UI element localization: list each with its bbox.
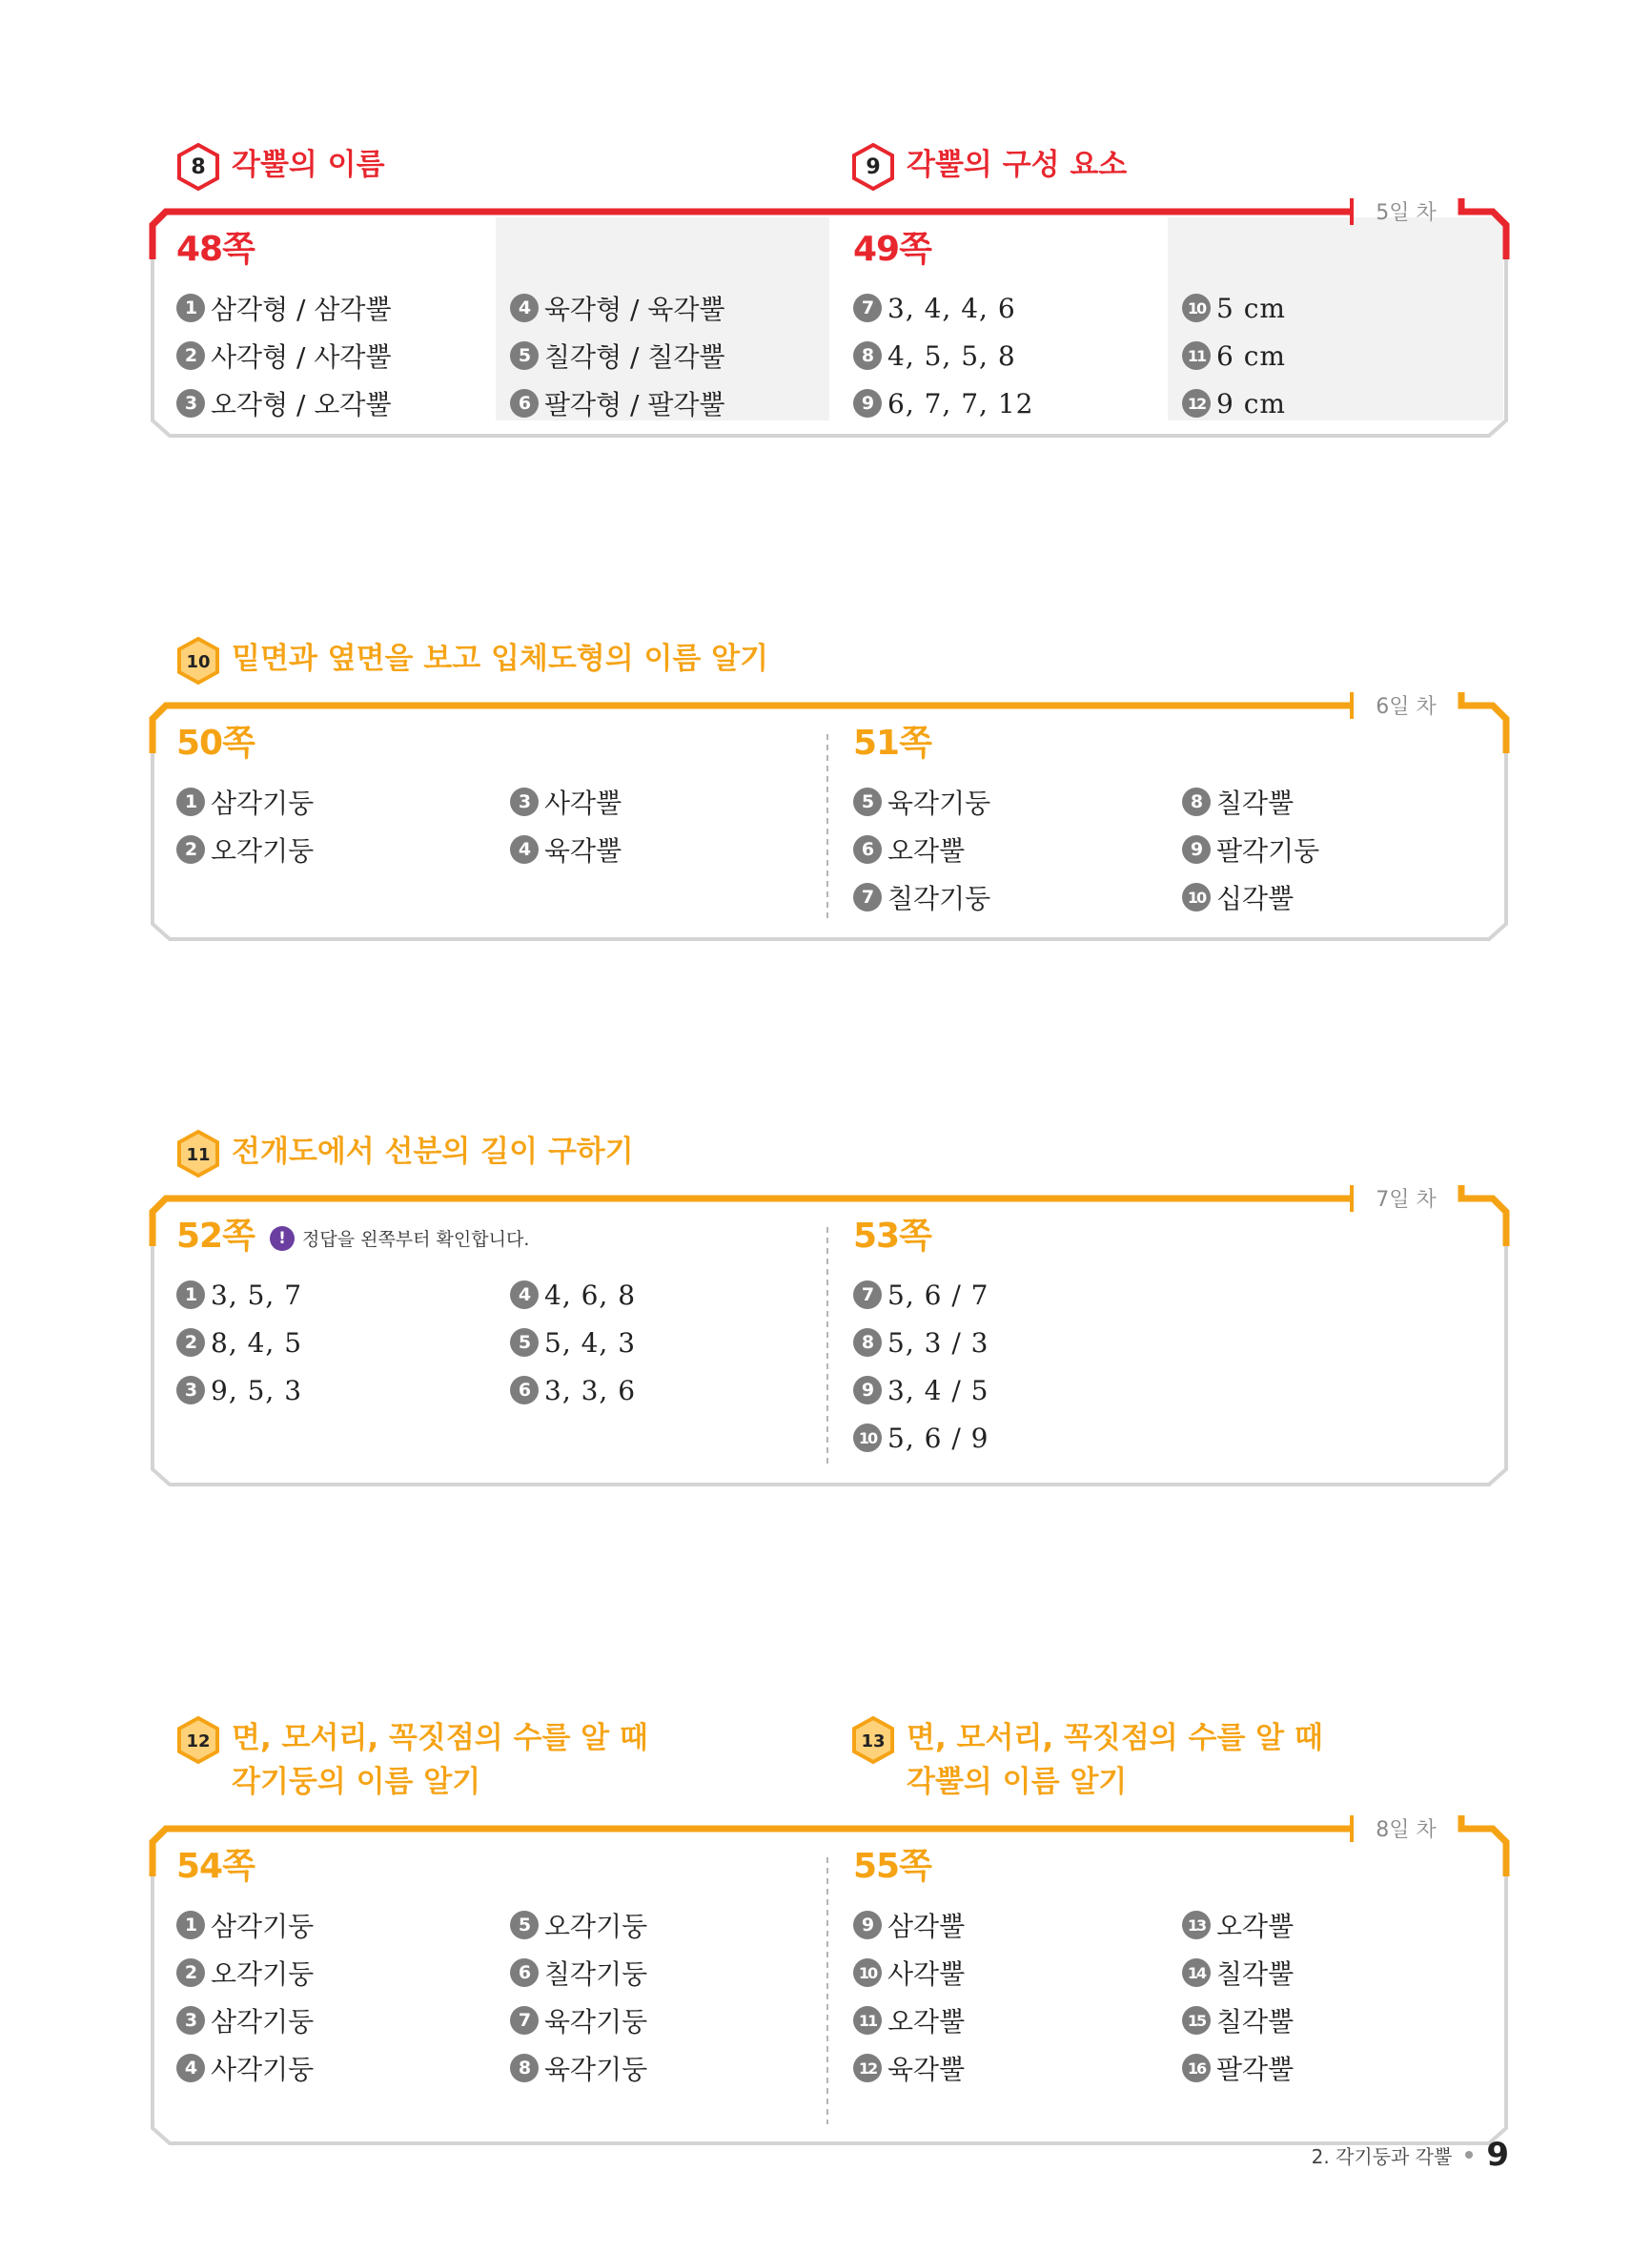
question-number-badge: 4 bbox=[510, 294, 539, 322]
answer-list bbox=[1182, 284, 1286, 427]
page-label bbox=[510, 723, 622, 765]
section-title bbox=[176, 637, 768, 685]
section-title bbox=[851, 143, 1127, 191]
answer-section bbox=[0, 1130, 1652, 1504]
answer-column bbox=[510, 1846, 647, 2092]
question-number-badge: 12 bbox=[853, 2054, 882, 2082]
answer-item bbox=[510, 2044, 647, 2092]
section-title bbox=[176, 1716, 648, 1804]
question-number-badge: 11 bbox=[853, 2006, 882, 2035]
answer-list bbox=[176, 284, 392, 427]
page-footer bbox=[1312, 2136, 1509, 2174]
answer-item bbox=[1182, 284, 1286, 332]
page-label: 55쪽 bbox=[853, 1847, 931, 1886]
answer-item bbox=[176, 1271, 302, 1319]
answer-text: 팔각뿔 bbox=[1216, 2054, 1295, 2085]
answer-column bbox=[853, 1846, 965, 2092]
question-number-badge: 6 bbox=[510, 1958, 539, 1987]
answer-item bbox=[176, 1901, 314, 1949]
question-number-badge: 15 bbox=[1182, 2006, 1211, 2035]
answer-item bbox=[510, 332, 725, 379]
page-label: 52쪽 bbox=[176, 1217, 255, 1256]
page-label bbox=[1182, 723, 1319, 765]
answer-column bbox=[510, 1216, 636, 1414]
answer-text: 팔각형 / 팔각뿔 bbox=[544, 389, 725, 420]
answer-item bbox=[853, 332, 1033, 379]
question-number-badge: 14 bbox=[1182, 1958, 1211, 1987]
question-number-badge: 4 bbox=[176, 2054, 205, 2082]
answer-text: 칠각기둥 bbox=[544, 1958, 648, 1990]
answer-list bbox=[176, 1901, 314, 2092]
question-number-badge: 8 bbox=[853, 341, 882, 370]
question-number-badge: 1 bbox=[176, 294, 205, 322]
answer-text: 오각형 / 오각뿔 bbox=[211, 389, 392, 420]
answer-column bbox=[853, 723, 990, 921]
answer-text: 5, 3 / 3 bbox=[887, 1326, 989, 1359]
answer-item bbox=[1182, 2044, 1294, 2092]
answer-item bbox=[853, 778, 990, 826]
answer-item bbox=[1182, 332, 1286, 379]
answer-item bbox=[510, 284, 725, 332]
question-number-badge: 1 bbox=[176, 1911, 205, 1939]
section-number-badge bbox=[851, 143, 895, 191]
answer-list bbox=[1182, 1901, 1294, 2092]
frame-top-line bbox=[153, 1829, 1352, 1876]
section-title-text: 전개도에서 선분의 길이 구하기 bbox=[232, 1135, 634, 1169]
question-number-badge: 10 bbox=[853, 1958, 882, 1987]
answer-text: 사각뿔 bbox=[887, 1958, 966, 1990]
section-number: 13 bbox=[861, 1731, 886, 1751]
answer-item bbox=[1182, 379, 1286, 427]
day-label: 6일 차 bbox=[1376, 695, 1437, 719]
answer-text: 5 cm bbox=[1216, 292, 1286, 324]
question-number-badge: 7 bbox=[853, 294, 882, 322]
answer-text: 육각기둥 bbox=[544, 2054, 648, 2085]
answer-text: 육각기둥 bbox=[887, 788, 991, 819]
answer-column bbox=[1182, 723, 1319, 921]
answer-item bbox=[510, 778, 622, 826]
section-title-text: 면, 모서리, 꼭짓점의 수를 알 때 bbox=[232, 1721, 648, 1755]
answer-column bbox=[176, 1846, 314, 2092]
answer-text: 9 cm bbox=[1216, 387, 1286, 420]
answer-column bbox=[176, 723, 314, 873]
question-number-badge: 10 bbox=[1182, 883, 1211, 911]
day-label: 8일 차 bbox=[1376, 1818, 1437, 1842]
section-number: 8 bbox=[191, 155, 206, 179]
answer-item bbox=[510, 1319, 636, 1366]
answer-text: 3, 3, 6 bbox=[544, 1374, 637, 1406]
page-label: 49쪽 bbox=[853, 230, 931, 269]
answer-text: 칠각뿔 bbox=[1216, 2006, 1295, 2038]
answer-text: 삼각기둥 bbox=[211, 788, 315, 819]
question-number-badge: 10 bbox=[1182, 294, 1211, 322]
answer-text: 칠각뿔 bbox=[1216, 788, 1295, 819]
frame-outline bbox=[153, 1227, 1506, 1485]
answer-text: 삼각기둥 bbox=[211, 2006, 315, 2038]
answer-item bbox=[1182, 1901, 1294, 1949]
section-title-text-line2: 각기둥의 이름 알기 bbox=[232, 1765, 481, 1799]
question-number-badge: 11 bbox=[1182, 341, 1211, 370]
answer-text: 8, 4, 5 bbox=[211, 1326, 303, 1359]
answer-text: 육각형 / 육각뿔 bbox=[544, 294, 725, 325]
answer-item bbox=[176, 332, 392, 379]
question-number-badge: 12 bbox=[1182, 389, 1211, 418]
page-label bbox=[1182, 229, 1286, 271]
question-number-badge: 3 bbox=[510, 788, 539, 816]
section-title-text: 면, 모서리, 꼭짓점의 수를 알 때 bbox=[907, 1721, 1323, 1755]
question-number-badge: 9 bbox=[853, 389, 882, 418]
answer-text: 5, 6 / 7 bbox=[887, 1279, 989, 1311]
question-number-badge: 3 bbox=[176, 2006, 205, 2035]
frame-outline bbox=[153, 1857, 1506, 2143]
answer-column bbox=[853, 229, 1033, 427]
frame-top-right bbox=[1461, 1185, 1506, 1246]
question-number-badge: 6 bbox=[510, 389, 539, 418]
answer-list bbox=[176, 778, 314, 873]
answer-list bbox=[176, 1271, 302, 1414]
answer-item bbox=[510, 1366, 636, 1414]
answer-item bbox=[176, 1366, 302, 1414]
section-number: 10 bbox=[186, 652, 211, 672]
answer-text: 5, 4, 3 bbox=[544, 1326, 637, 1359]
answer-list bbox=[510, 778, 622, 873]
question-number-badge: 2 bbox=[176, 1328, 205, 1357]
answer-text: 육각뿔 bbox=[887, 2054, 966, 2085]
answer-column bbox=[1182, 229, 1286, 427]
question-number-badge: 6 bbox=[510, 1376, 539, 1404]
answer-text: 사각뿔 bbox=[544, 788, 622, 819]
day-label: 7일 차 bbox=[1376, 1188, 1437, 1212]
answer-text: 육각기둥 bbox=[544, 2006, 648, 2038]
answer-text: 칠각형 / 칠각뿔 bbox=[544, 341, 725, 373]
page-label bbox=[1182, 1846, 1294, 1888]
answer-item bbox=[853, 1366, 989, 1414]
section-number-badge bbox=[176, 1716, 220, 1764]
answer-item bbox=[853, 873, 990, 921]
answer-item bbox=[853, 2044, 965, 2092]
question-number-badge: 3 bbox=[176, 389, 205, 418]
answer-text: 육각뿔 bbox=[544, 835, 622, 867]
frame-top-right bbox=[1461, 1815, 1506, 1876]
answer-text: 4, 6, 8 bbox=[544, 1279, 637, 1311]
section-number: 12 bbox=[186, 1731, 211, 1751]
section-title-text-line2: 각뿔의 이름 알기 bbox=[907, 1765, 1128, 1799]
answer-text: 사각기둥 bbox=[211, 2054, 315, 2085]
page-label: 48쪽 bbox=[176, 230, 255, 269]
question-number-badge: 5 bbox=[510, 1911, 539, 1939]
answer-list bbox=[510, 284, 725, 427]
page-label bbox=[510, 1216, 636, 1258]
answer-text: 5, 6 / 9 bbox=[887, 1422, 989, 1454]
answer-item bbox=[176, 1997, 314, 2044]
answer-item bbox=[853, 1414, 989, 1462]
answer-text: 삼각뿔 bbox=[887, 1911, 966, 1942]
section-title bbox=[176, 1130, 634, 1178]
answer-list bbox=[853, 1901, 965, 2092]
answer-item bbox=[176, 284, 392, 332]
answer-text: 4, 5, 5, 8 bbox=[887, 339, 1016, 372]
answer-item bbox=[176, 1949, 314, 1997]
answer-section bbox=[0, 1716, 1652, 2162]
question-number-badge: 9 bbox=[853, 1376, 882, 1404]
answer-item bbox=[176, 2044, 314, 2092]
section-number: 11 bbox=[186, 1145, 211, 1165]
question-number-badge: 9 bbox=[1182, 835, 1211, 864]
answer-item bbox=[853, 1997, 965, 2044]
question-number-badge: 10 bbox=[853, 1423, 882, 1452]
answer-item bbox=[853, 379, 1033, 427]
question-number-badge: 1 bbox=[176, 788, 205, 816]
answer-list bbox=[510, 1271, 636, 1414]
answer-item bbox=[510, 379, 725, 427]
question-number-badge: 6 bbox=[853, 835, 882, 864]
answer-item bbox=[1182, 778, 1319, 826]
answer-column bbox=[1182, 1846, 1294, 2092]
question-number-badge: 8 bbox=[1182, 788, 1211, 816]
page-label: 53쪽 bbox=[853, 1217, 931, 1256]
page-label: 54쪽 bbox=[176, 1847, 255, 1886]
footer-dot bbox=[1465, 2151, 1473, 2159]
question-number-badge: 1 bbox=[176, 1280, 205, 1309]
answer-column bbox=[853, 1216, 989, 1462]
answer-item bbox=[176, 1319, 302, 1366]
answer-text: 6, 7, 7, 12 bbox=[887, 387, 1034, 420]
answer-text: 오각뿔 bbox=[887, 2006, 966, 2038]
question-number-badge: 8 bbox=[510, 2054, 539, 2082]
page-number: 9 bbox=[1486, 2136, 1509, 2174]
answer-item bbox=[176, 379, 392, 427]
question-number-badge: 4 bbox=[510, 1280, 539, 1309]
section-title bbox=[851, 1716, 1323, 1804]
answer-text: 6 cm bbox=[1216, 339, 1286, 372]
note-text: 정답을 왼쪽부터 확인합니다. bbox=[302, 1229, 530, 1250]
question-number-badge: 9 bbox=[853, 1911, 882, 1939]
section-number: 9 bbox=[866, 155, 881, 179]
page-label: 50쪽 bbox=[176, 724, 255, 763]
answer-text: 칠각기둥 bbox=[887, 883, 991, 914]
answer-item bbox=[853, 826, 990, 873]
question-number-badge: 16 bbox=[1182, 2054, 1211, 2082]
answer-order-note bbox=[270, 1225, 529, 1251]
question-number-badge: 2 bbox=[176, 835, 205, 864]
page-label bbox=[510, 1846, 647, 1888]
answer-list bbox=[853, 778, 990, 921]
section-number-badge bbox=[176, 1130, 220, 1178]
answer-text: 오각뿔 bbox=[887, 835, 966, 867]
answer-item bbox=[176, 826, 314, 873]
alert-icon: ! bbox=[270, 1226, 295, 1251]
answer-item bbox=[853, 1319, 989, 1366]
answer-item bbox=[853, 1271, 989, 1319]
answer-text: 오각뿔 bbox=[1216, 1911, 1295, 1942]
question-number-badge: 4 bbox=[510, 835, 539, 864]
answer-item bbox=[176, 778, 314, 826]
question-number-badge: 2 bbox=[176, 341, 205, 370]
answer-column bbox=[510, 229, 725, 427]
question-number-badge: 2 bbox=[176, 1958, 205, 1987]
answer-section bbox=[0, 143, 1652, 455]
question-number-badge: 5 bbox=[510, 341, 539, 370]
section-number-badge bbox=[176, 637, 220, 685]
answer-list bbox=[853, 284, 1033, 427]
question-number-badge: 7 bbox=[853, 883, 882, 911]
section-number-badge bbox=[176, 143, 220, 191]
question-number-badge: 5 bbox=[853, 788, 882, 816]
answer-item bbox=[510, 1949, 647, 1997]
answer-text: 팔각기둥 bbox=[1216, 835, 1320, 867]
answer-section bbox=[0, 637, 1652, 958]
page-label bbox=[510, 229, 725, 271]
answer-text: 칠각뿔 bbox=[1216, 1958, 1295, 1990]
answer-item bbox=[853, 284, 1033, 332]
section-title-text: 밑면과 옆면을 보고 입체도형의 이름 알기 bbox=[232, 642, 769, 676]
answer-column bbox=[510, 723, 622, 873]
answer-item bbox=[510, 1997, 647, 2044]
answer-text: 오각기둥 bbox=[211, 835, 315, 867]
page-label: 51쪽 bbox=[853, 724, 931, 763]
answer-text: 오각기둥 bbox=[211, 1958, 315, 1990]
question-number-badge: 7 bbox=[510, 2006, 539, 2035]
question-number-badge: 5 bbox=[510, 1328, 539, 1357]
answer-item bbox=[1182, 1997, 1294, 2044]
answer-column bbox=[176, 1216, 302, 1414]
answer-text: 3, 5, 7 bbox=[211, 1279, 303, 1311]
answer-item bbox=[1182, 873, 1319, 921]
answer-text: 오각기둥 bbox=[544, 1911, 648, 1942]
page-label bbox=[1182, 1216, 1193, 1258]
answer-text: 3, 4 / 5 bbox=[887, 1374, 989, 1406]
answer-text: 사각형 / 사각뿔 bbox=[211, 341, 392, 373]
answer-list bbox=[853, 1271, 989, 1462]
answer-text: 삼각기둥 bbox=[211, 1911, 315, 1942]
answer-text: 삼각형 / 삼각뿔 bbox=[211, 294, 392, 325]
answer-column bbox=[1182, 1216, 1193, 1271]
section-title-text: 각뿔의 이름 bbox=[232, 148, 385, 182]
question-number-badge: 7 bbox=[853, 1280, 882, 1309]
answer-item bbox=[1182, 1949, 1294, 1997]
answer-text: 십각뿔 bbox=[1216, 883, 1295, 914]
frame-top-right bbox=[1461, 692, 1506, 753]
section-title-text: 각뿔의 구성 요소 bbox=[907, 148, 1128, 182]
day-label: 5일 차 bbox=[1376, 201, 1437, 225]
question-number-badge: 3 bbox=[176, 1376, 205, 1404]
answer-text: 3, 4, 4, 6 bbox=[887, 292, 1016, 324]
answer-item bbox=[510, 826, 622, 873]
answer-text: 9, 5, 3 bbox=[211, 1374, 303, 1406]
answer-item bbox=[853, 1901, 965, 1949]
chapter-label: 2. 각기둥과 각뿔 bbox=[1311, 2144, 1453, 2168]
question-number-badge: 8 bbox=[853, 1328, 882, 1357]
section-number-badge bbox=[851, 1716, 895, 1764]
answer-item bbox=[510, 1271, 636, 1319]
answer-column bbox=[176, 229, 392, 427]
frame-top-line bbox=[153, 706, 1352, 753]
answer-item bbox=[510, 1901, 647, 1949]
answer-item bbox=[853, 1949, 965, 1997]
answer-item bbox=[1182, 826, 1319, 873]
answer-list bbox=[1182, 778, 1319, 921]
question-number-badge: 13 bbox=[1182, 1911, 1211, 1939]
answer-list bbox=[510, 1901, 647, 2092]
section-title bbox=[176, 143, 385, 191]
